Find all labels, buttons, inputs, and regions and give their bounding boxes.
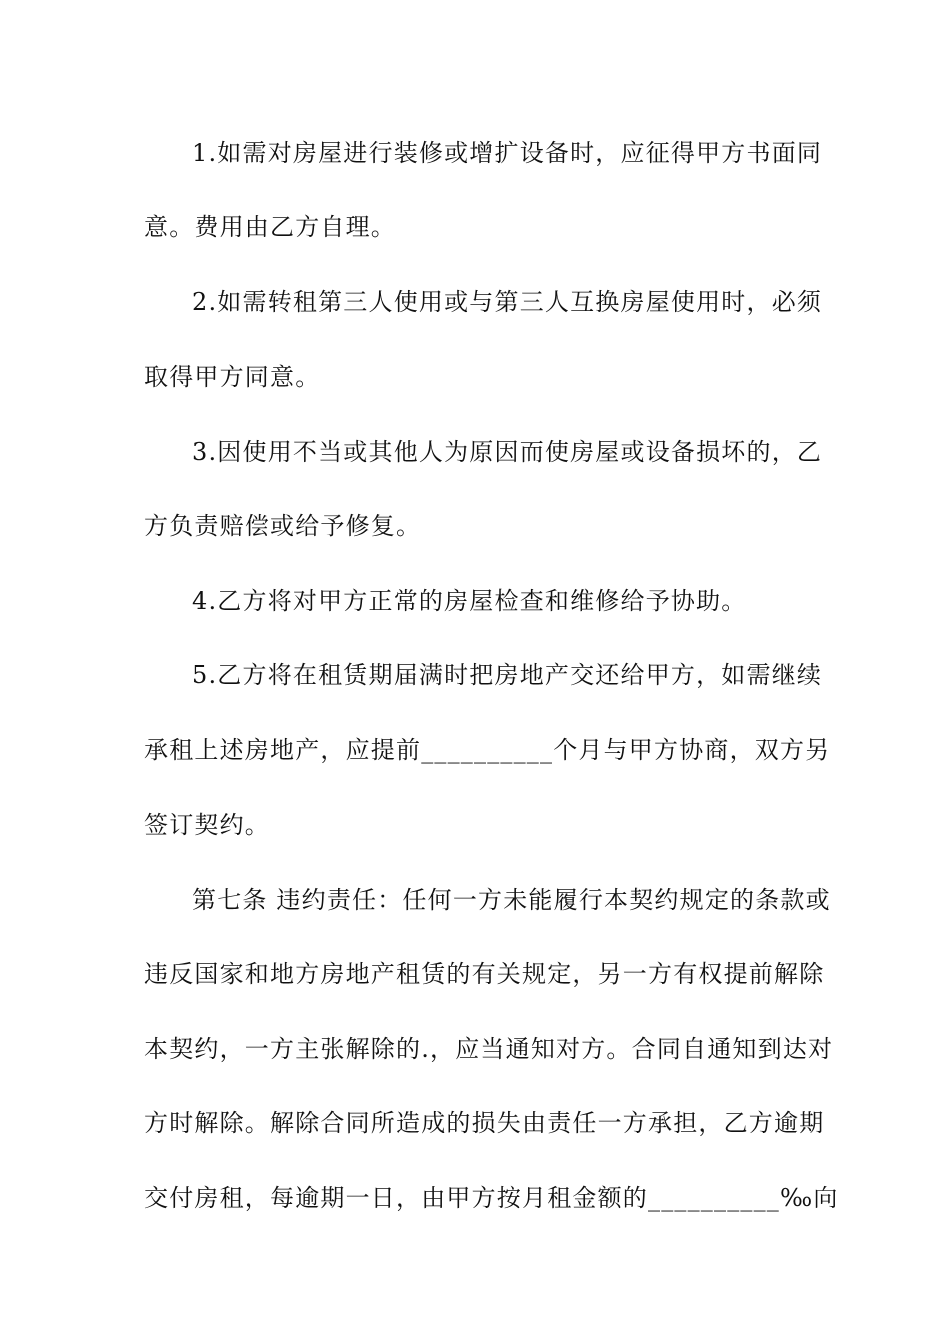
paragraph-5-line-2: 承租上述房地产，应提前__________个月与甲方协商，双方另	[144, 736, 831, 764]
article-7-line-5: 交付房租，每逾期一日，由甲方按月租金额的__________‰向	[144, 1184, 839, 1212]
paragraph-1-line-1: 1.如需对房屋进行装修或增扩设备时，应征得甲方书面同	[192, 139, 823, 167]
paragraph-5-line-3: 签订契约。	[144, 811, 270, 839]
paragraph-3-line-1: 3.因使用不当或其他人为原因而使房屋或设备损坏的，乙	[192, 438, 823, 466]
article-7-line-3: 本契约，一方主张解除的.，应当通知对方。合同自通知到达对	[144, 1035, 834, 1063]
paragraph-1-line-2: 意。费用由乙方自理。	[144, 213, 396, 241]
article-7-line-2: 违反国家和地方房地产租赁的有关规定，另一方有权提前解除	[144, 960, 825, 988]
paragraph-2-line-1: 2.如需转租第三人使用或与第三人互换房屋使用时，必须	[192, 288, 823, 316]
paragraph-3-line-2: 方负责赔偿或给予修复。	[144, 512, 422, 540]
article-7-line-4: 方时解除。解除合同所造成的损失由责任一方承担，乙方逾期	[144, 1109, 825, 1137]
paragraph-5-line-1: 5.乙方将在租赁期届满时把房地产交还给甲方，如需继续	[192, 661, 823, 689]
article-7-line-1: 第七条 违约责任：任何一方未能履行本契约规定的条款或	[192, 886, 831, 914]
paragraph-4-line-1: 4.乙方将对甲方正常的房屋检查和维修给予协助。	[192, 587, 747, 615]
paragraph-2-line-2: 取得甲方同意。	[144, 363, 321, 391]
